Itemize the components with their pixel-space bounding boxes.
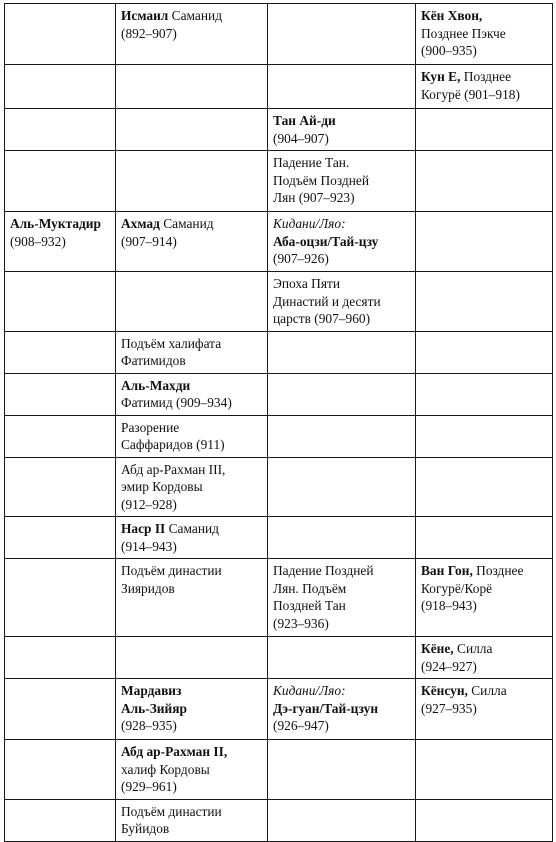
table-row: [5, 517, 553, 559]
reign-years: (907–926): [273, 251, 329, 266]
cell-empty: [416, 373, 553, 415]
ruler-name: Кёнсун,: [421, 683, 468, 698]
event-text: Буйидов: [121, 821, 170, 836]
event-text: Падение Поздней: [273, 563, 374, 578]
title-text: халиф Кордовы: [121, 761, 210, 777]
dynasty-label: Кидани/Ляо:: [273, 683, 346, 698]
cell-empty: [116, 151, 268, 212]
cell-fall-of-tang: [268, 151, 416, 212]
reign-years: (912–928): [121, 496, 177, 512]
reign-years: (926–947): [273, 718, 329, 733]
event-text: Фатимидов: [121, 353, 186, 368]
dynasty-label: Кидани/Ляо:: [273, 216, 346, 231]
event-text: Падение Тан.: [273, 155, 350, 170]
cell-abaoji: [268, 212, 416, 272]
ruler-name: Ахмад: [121, 216, 160, 231]
title-text: эмир Кордовы: [121, 479, 203, 494]
cell-empty: [268, 415, 416, 457]
cell-empty: [116, 272, 268, 332]
table-row: [5, 373, 553, 415]
cell-empty: [5, 109, 116, 151]
cell-empty: [416, 415, 553, 457]
ruler-name: Мардавиз: [121, 683, 182, 698]
cell-empty: [268, 65, 416, 109]
cell-wang-geon: [416, 559, 553, 637]
cell-empty: [416, 151, 553, 212]
cell-abd-ar-rahman-caliph: [116, 740, 268, 800]
cell-empty: [5, 637, 116, 679]
cell-empty: [116, 65, 268, 109]
cell-empty: [416, 740, 553, 800]
table-row: [5, 457, 553, 517]
cell-empty: [5, 373, 116, 415]
cell-ismail-samanid: [116, 4, 268, 65]
ruler-name: Аль-Муктадир: [10, 216, 101, 231]
cell-rise-fatimids: [116, 331, 268, 373]
cell-empty: [416, 457, 553, 517]
ruler-name: Аль-Зийяр: [121, 700, 187, 716]
table-row: [5, 331, 553, 373]
table-row: [5, 637, 553, 679]
cell-kyonsun: [416, 679, 553, 740]
cell-empty: [268, 740, 416, 800]
cell-empty: [5, 457, 116, 517]
dynasty-text: Саманид: [168, 8, 223, 23]
cell-empty: [5, 331, 116, 373]
state-text: Когурё/Корё: [421, 580, 493, 596]
event-text: Династий и десяти: [273, 293, 381, 309]
ruler-name: Аба-оцзи/Тай-цзу: [273, 233, 379, 249]
cell-empty: [5, 4, 116, 65]
reign-years: (924–927): [421, 658, 477, 674]
state-text: Силла: [453, 641, 493, 656]
dynasty-text: Саманид: [165, 521, 219, 536]
chronology-table: [4, 3, 553, 842]
cell-empty: [5, 559, 116, 637]
event-text: Эпоха Пяти: [273, 276, 341, 291]
reign-years: (927–935): [421, 700, 477, 716]
cell-empty: [268, 637, 416, 679]
cell-empty: [5, 151, 116, 212]
cell-kyone: [416, 637, 553, 679]
cell-empty: [268, 517, 416, 559]
ruler-name: Абд ар-Рахман II,: [121, 744, 228, 759]
cell-saffarid-ruin: [116, 415, 268, 457]
ruler-name: Наср II: [121, 521, 166, 536]
cell-empty: [268, 4, 416, 65]
cell-empty: [5, 415, 116, 457]
reign-years: Фатимид (909–934): [121, 395, 232, 410]
cell-empty: [268, 373, 416, 415]
cell-five-dynasties: [268, 272, 416, 332]
reign-years: (928–935): [121, 718, 177, 733]
reign-years: Когурё (901–918): [421, 86, 520, 102]
cell-empty: [268, 457, 416, 517]
cell-empty: [268, 799, 416, 841]
table-row: [5, 740, 553, 800]
ruler-name: Тан Ай-ди: [273, 113, 336, 128]
table-row: [5, 109, 553, 151]
cell-empty: [416, 109, 553, 151]
ruler-name: Ван Гон,: [421, 563, 473, 578]
ruler-text: Абд ар-Рахман III,: [121, 461, 226, 477]
cell-empty: [268, 331, 416, 373]
event-text: Подъём Поздней: [273, 172, 369, 188]
cell-kun-e: [416, 65, 553, 109]
cell-deguang: [268, 679, 416, 740]
cell-al-muqtadir: [5, 212, 116, 272]
cell-empty: [416, 517, 553, 559]
event-text: Разорение: [121, 419, 180, 435]
table-row: [5, 65, 553, 109]
cell-empty: [416, 272, 553, 332]
cell-empty: [5, 740, 116, 800]
table-row: [5, 799, 553, 841]
reign-years: (904–907): [273, 130, 329, 146]
cell-tang-ai-di: [268, 109, 416, 151]
cell-ahmad-samanid: [116, 212, 268, 272]
cell-rise-buyids: [116, 799, 268, 841]
table-row: [5, 415, 553, 457]
ruler-name: Дэ-гуан/Тай-цзун: [273, 700, 379, 716]
reign-years: (892–907): [121, 25, 177, 41]
cell-empty: [416, 799, 553, 841]
cell-mardaviz: [116, 679, 268, 740]
event-text: Зияридов: [121, 580, 175, 596]
state-text: Позднее: [460, 69, 512, 84]
cell-al-mahdi: [116, 373, 268, 415]
table-row: [5, 212, 553, 272]
event-text: Лян. Подъём: [273, 580, 347, 596]
event-text: Подъём династии: [121, 563, 222, 578]
ruler-name: Кёне,: [421, 641, 454, 656]
event-text: Саффаридов (911): [121, 437, 225, 452]
table-row: [5, 272, 553, 332]
state-text: Силла: [467, 683, 507, 698]
cell-empty: [5, 272, 116, 332]
event-text: Подъём династии: [121, 803, 222, 819]
reign-years: (907–914): [121, 233, 177, 249]
table-row: [5, 4, 553, 65]
cell-empty: [416, 212, 553, 272]
reign-years: (929–961): [121, 779, 177, 794]
cell-empty: [5, 517, 116, 559]
cell-abd-ar-rahman-emir: [116, 457, 268, 517]
ruler-name: Исмаил: [121, 8, 169, 23]
event-text: Лян (907–923): [273, 190, 355, 205]
table-row: [5, 151, 553, 212]
cell-empty: [416, 331, 553, 373]
reign-years: (914–943): [121, 538, 177, 554]
cell-later-tang: [268, 559, 416, 637]
state-text: Позднее: [472, 563, 524, 578]
cell-empty: [5, 65, 116, 109]
reign-years: (908–932): [10, 233, 66, 249]
event-text: Подъём халифата: [121, 335, 222, 351]
cell-empty: [5, 799, 116, 841]
cell-rise-ziyarids: [116, 559, 268, 637]
table-row: [5, 559, 553, 637]
reign-years: (900–935): [421, 43, 477, 58]
cell-kyon-hwon: [416, 4, 553, 65]
event-text: царств (907–960): [273, 311, 371, 326]
dynasty-text: Саманид: [159, 216, 214, 231]
ruler-name: Кён Хвон,: [421, 8, 483, 23]
event-text: Поздней Тан: [273, 598, 346, 613]
state-text: Позднее Пэкче: [421, 25, 506, 41]
cell-empty: [116, 637, 268, 679]
cell-empty: [116, 109, 268, 151]
reign-years: (918–943): [421, 598, 477, 613]
event-text: (923–936): [273, 615, 329, 631]
cell-nasr-samanid: [116, 517, 268, 559]
cell-empty: [5, 679, 116, 740]
table-row: [5, 679, 553, 740]
ruler-name: Кун Е,: [421, 69, 461, 84]
ruler-name: Аль-Махди: [121, 377, 191, 393]
